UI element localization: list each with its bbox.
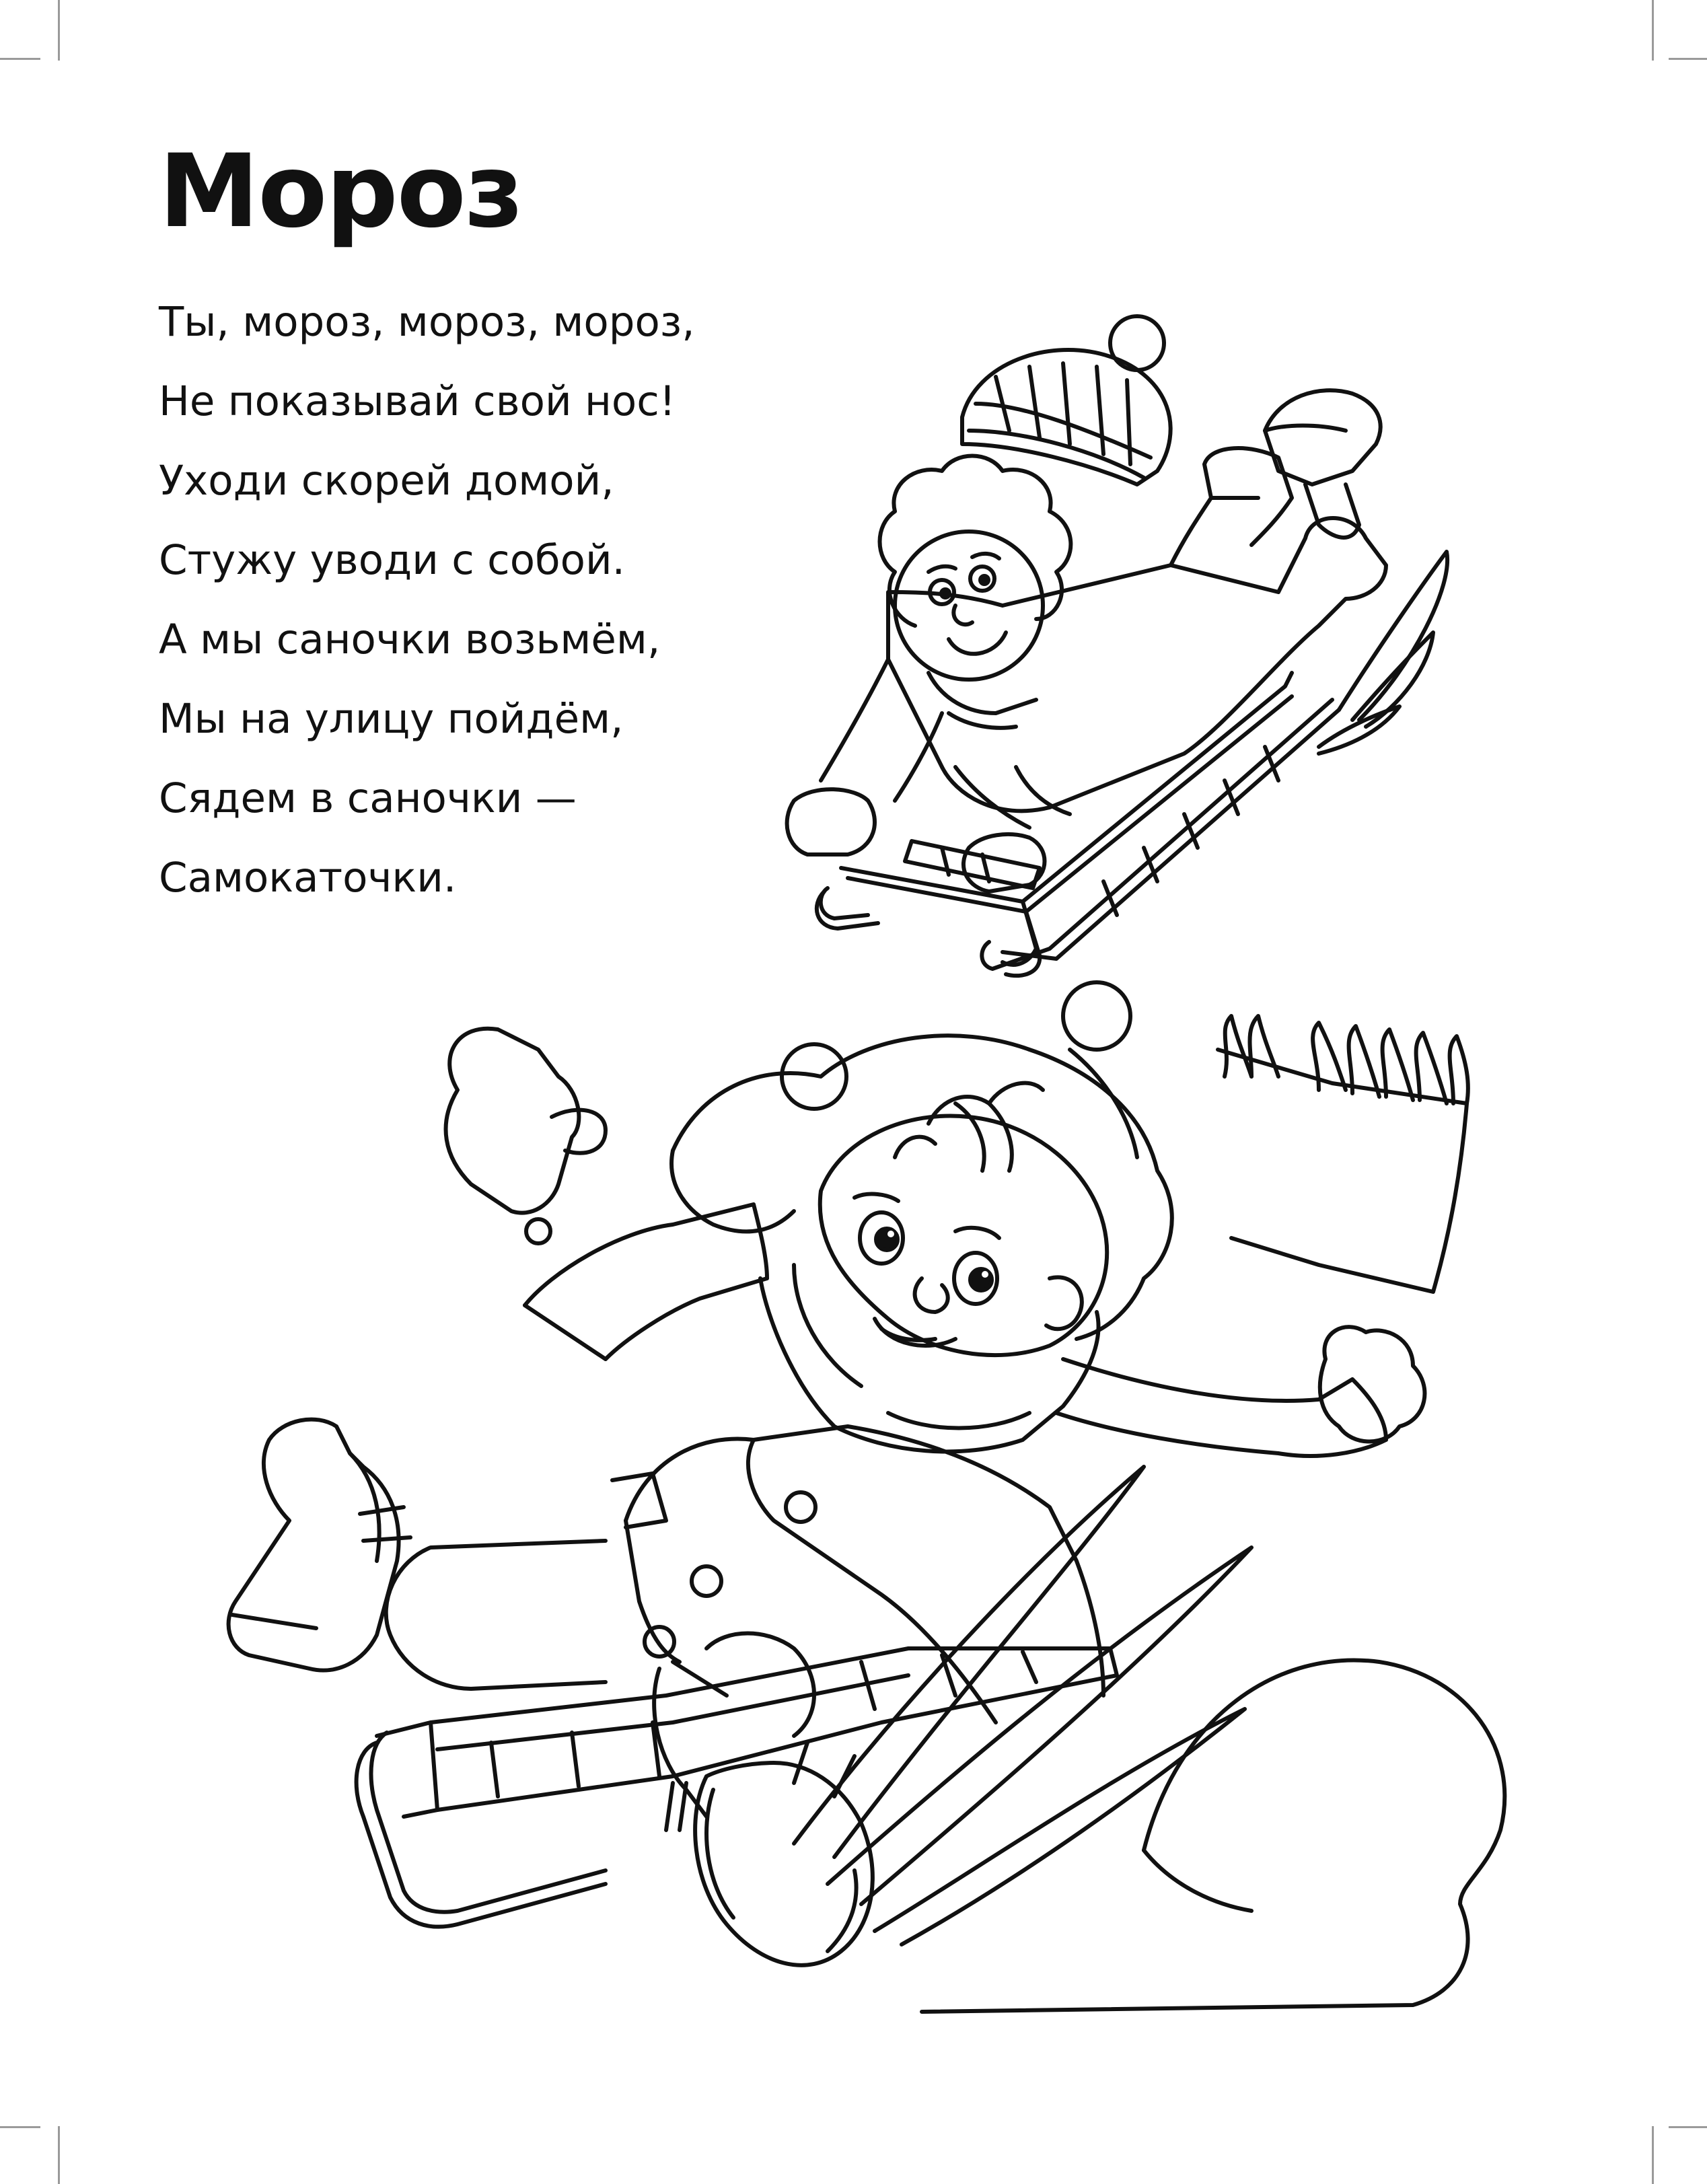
poem-line: Сядем в саночки — (159, 774, 577, 822)
child1-face (895, 532, 1043, 680)
child2-right-mitten (1320, 1327, 1425, 1441)
snow-mound (922, 1660, 1504, 2012)
poem-line: Мы на улицу пойдём, (159, 695, 624, 743)
child2-right-sleeve (1056, 1359, 1386, 1456)
hood-pompom (1063, 982, 1130, 1050)
child2-left-boot (229, 1420, 399, 1671)
mitten (787, 789, 875, 854)
coat-button (692, 1566, 721, 1596)
child2-left-leg (386, 1541, 606, 1689)
page-title: Мороз (159, 133, 522, 250)
poem-line: Ты, мороз, мороз, мороз, (159, 298, 695, 346)
child2-right-boot (695, 1763, 873, 1965)
coat-button (786, 1492, 815, 1522)
child2-face (820, 1116, 1107, 1355)
child2-left-mitten (446, 1029, 579, 1213)
poem-line: Стужу уводи с собой. (159, 536, 626, 584)
hat-pompom (1110, 316, 1164, 370)
sled-top (817, 552, 1447, 976)
poem-line: А мы саночки возьмём, (159, 616, 661, 663)
child2-left-sleeve (525, 1204, 767, 1359)
poem-line: Не показывай свой нос! (159, 377, 676, 425)
poem-line: Уходи скорей домой, (159, 457, 614, 505)
speed-line (875, 1709, 1245, 1944)
child-sitting-on-sled (229, 982, 1505, 2012)
child-lying-on-sled (787, 316, 1447, 976)
poem-line: Самокаточки. (159, 854, 457, 902)
child1-body (888, 518, 1386, 811)
